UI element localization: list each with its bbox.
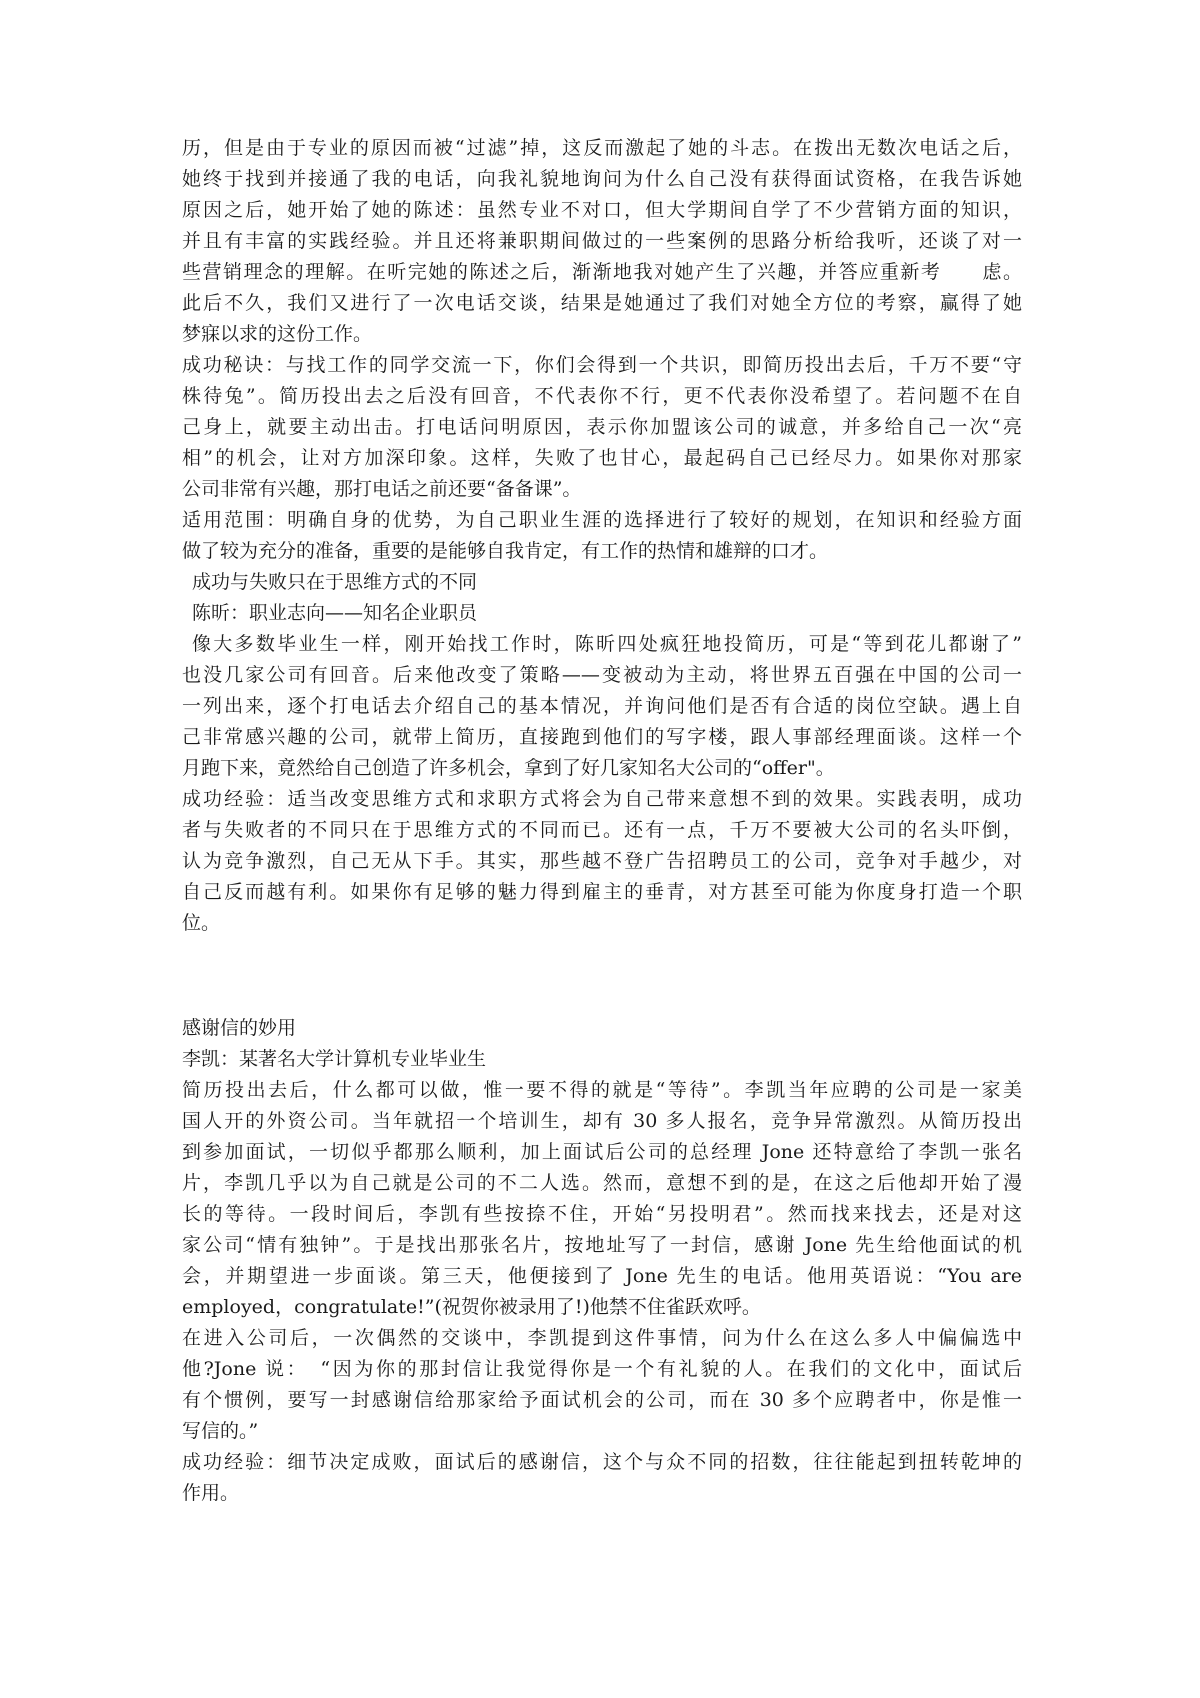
paragraph-line: 些营销理念的理解。在听完她的陈述之后，渐渐地我对她产生了兴趣，并答应重新考 虑。 bbox=[182, 261, 1022, 283]
experience-line: 位。 bbox=[182, 912, 221, 934]
experience-line: 自己反而越有利。如果你有足够的魅力得到雇主的垂青，对方甚至可能为你度身打造一个职 bbox=[182, 881, 1022, 903]
experience-line: 作用。 bbox=[182, 1482, 240, 1504]
paragraph-line: 写信的。” bbox=[182, 1420, 259, 1442]
paragraph-line: 并且有丰富的实践经验。并且还将兼职期间做过的一些案例的思路分析给我听，还谈了对一 bbox=[182, 230, 1022, 252]
scope-line: 做了较为充分的准备，重要的是能够自我肯定，有工作的热情和雄辩的口才。 bbox=[182, 540, 829, 562]
paragraph-line: 一列出来，逐个打电话去介绍自己的基本情况，并询问他们是否有合适的岗位空缺。遇上自 bbox=[182, 695, 1022, 717]
section-title: 成功与失败只在于思维方式的不同 bbox=[192, 571, 478, 593]
paragraph-line: 像大多数毕业生一样，刚开始找工作时，陈昕四处疯狂地投简历，可是“等到花儿都谢了” bbox=[192, 633, 1022, 655]
tip-line: 株待兔”。简历投出去之后没有回音，不代表你不行，更不代表你没希望了。若问题不在自 bbox=[182, 385, 1022, 407]
tip-line: 公司非常有兴趣，那打电话之前还要“备备课”。 bbox=[182, 478, 582, 500]
paragraph-line: 她终于找到并接通了我的电话，向我礼貌地询问为什么自己没有获得面试资格，在我告诉她 bbox=[182, 168, 1022, 190]
paragraph-line: 简历投出去后，什么都可以做，惟一要不得的就是“等待”。李凯当年应聘的公司是一家美 bbox=[182, 1079, 1022, 1101]
paragraph-line: 长的等待。一段时间后，李凯有些按捺不住，开始“另投明君”。然而找来找去，还是对这 bbox=[182, 1203, 1022, 1225]
tip-line: 成功秘诀：与找工作的同学交流一下，你们会得到一个共识，即简历投出去后，千万不要“守 bbox=[182, 354, 1022, 376]
paragraph-line: 也没几家公司有回音。后来他改变了策略——变被动为主动，将世界五百强在中国的公司一 bbox=[182, 664, 1022, 686]
paragraph-line: employed，congratulate!”(祝贺你被录用了!)他禁不住雀跃欢呼。 bbox=[182, 1296, 761, 1318]
scope-line: 适用范围：明确自身的优势，为自己职业生涯的选择进行了较好的规划，在知识和经验方面 bbox=[182, 509, 1022, 531]
paragraph-line: 会，并期望进一步面谈。第三天，他便接到了 Jone 先生的电话。他用英语说：“You are bbox=[182, 1265, 1022, 1287]
experience-line: 成功经验：适当改变思维方式和求职方式将会为自己带来意想不到的效果。实践表明，成功 bbox=[182, 788, 1022, 810]
paragraph-line: 月跑下来，竟然给自己创造了许多机会，拿到了好几家知名大公司的“offer"。 bbox=[182, 757, 835, 779]
paragraph-line: 原因之后，她开始了她的陈述：虽然专业不对口，但大学期间自学了不少营销方面的知识， bbox=[182, 199, 1022, 221]
paragraph-line: 到参加面试，一切似乎都那么顺利，加上面试后公司的总经理 Jone 还特意给了李凯一张名 bbox=[182, 1141, 1022, 1163]
paragraph-line: 国人开的外资公司。当年就招一个培训生，却有 30 多人报名，竞争异常激烈。从简历投出 bbox=[182, 1110, 1022, 1132]
paragraph-line: 有个惯例，要写一封感谢信给那家给予面试机会的公司，而在 30 多个应聘者中，你是惟一 bbox=[182, 1389, 1022, 1411]
section-person: 李凯：某著名大学计算机专业毕业生 bbox=[182, 1048, 487, 1070]
paragraph-line: 在进入公司后，一次偶然的交谈中，李凯提到这件事情，问为什么在这么多人中偏偏选中 bbox=[182, 1327, 1022, 1349]
paragraph-line: 此后不久，我们又进行了一次电话交谈，结果是她通过了我们对她全方位的考察，赢得了她 bbox=[182, 292, 1022, 314]
paragraph-line: 他?Jone 说： “因为你的那封信让我觉得你是一个有礼貌的人。在我们的文化中，面试后 bbox=[182, 1358, 1022, 1380]
section-title: 感谢信的妙用 bbox=[182, 1017, 297, 1039]
experience-line: 认为竞争激烈，自己无从下手。其实，那些越不登广告招聘员工的公司，竞争对手越少，对 bbox=[182, 850, 1022, 872]
paragraph-line: 己非常感兴趣的公司，就带上简历，直接跑到他们的写字楼，跟人事部经理面谈。这样一个 bbox=[182, 726, 1022, 748]
paragraph-line: 家公司“情有独钟”。于是找出那张名片，按地址写了一封信，感谢 Jone 先生给他面试的机 bbox=[182, 1234, 1022, 1256]
experience-line: 成功经验：细节决定成败，面试后的感谢信，这个与众不同的招数，往往能起到扭转乾坤的 bbox=[182, 1451, 1022, 1473]
section-person: 陈昕：职业志向——知名企业职员 bbox=[192, 602, 478, 624]
paragraph-line: 历，但是由于专业的原因而被“过滤”掉，这反而激起了她的斗志。在拨出无数次电话之后， bbox=[182, 137, 1022, 159]
experience-line: 者与失败者的不同只在于思维方式的不同而已。还有一点，千万不要被大公司的名头吓倒， bbox=[182, 819, 1022, 841]
tip-line: 相”的机会，让对方加深印象。这样，失败了也甘心，最起码自己已经尽力。如果你对那家 bbox=[182, 447, 1022, 469]
tip-line: 己身上，就要主动出击。打电话问明原因，表示你加盟该公司的诚意，并多给自己一次“亮 bbox=[182, 416, 1022, 438]
paragraph-line: 片，李凯几乎以为自己就是公司的不二人选。然而，意想不到的是，在这之后他却开始了漫 bbox=[182, 1172, 1022, 1194]
paragraph-line: 梦寐以求的这份工作。 bbox=[182, 323, 373, 345]
